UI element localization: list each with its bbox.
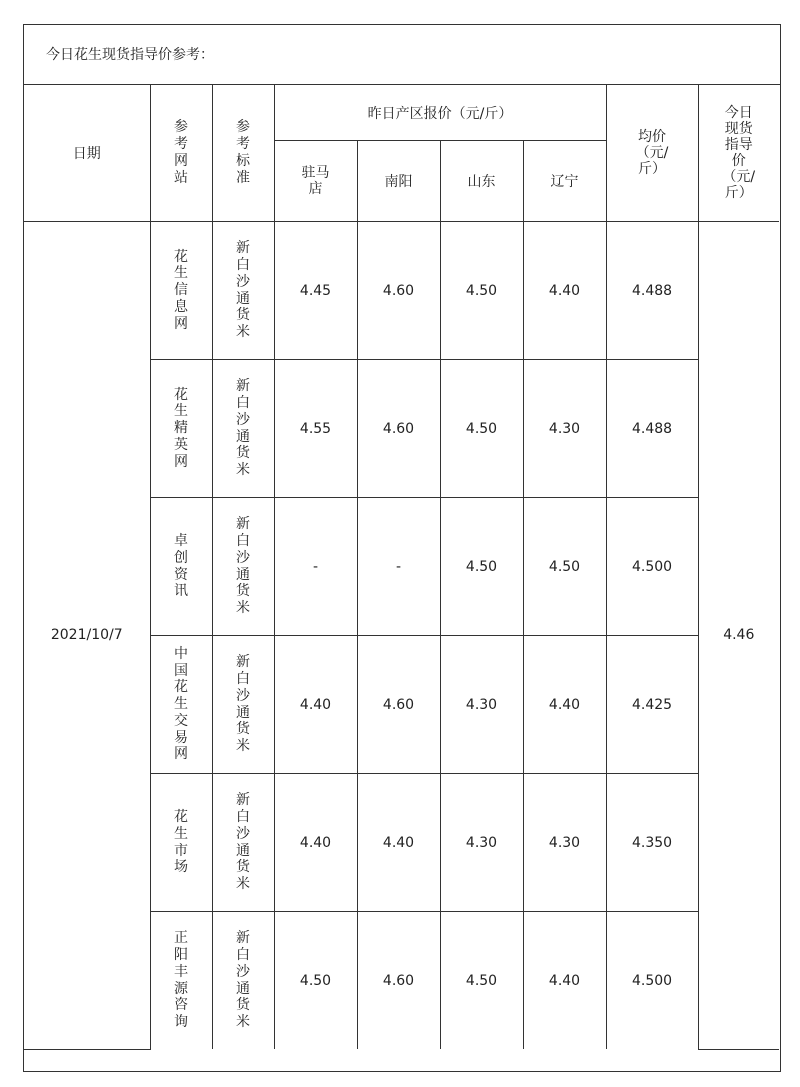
site-cell: 花生精英网: [150, 360, 212, 498]
avg-cell: 4.500: [606, 912, 698, 1050]
page-title: 今日花生现货指导价参考：: [24, 25, 780, 85]
standard-cell: 新白沙通货米: [212, 360, 274, 498]
guide-price-cell: 4.46: [698, 222, 779, 1050]
standard-cell: 新白沙通货米: [212, 636, 274, 774]
site-cell: 花生信息网: [150, 222, 212, 360]
site-cell: 卓创资讯: [150, 498, 212, 636]
header-region: 南阳: [357, 141, 440, 222]
price-cell: 4.40: [523, 912, 606, 1050]
price-cell: 4.60: [357, 222, 440, 360]
price-cell: 4.40: [523, 636, 606, 774]
price-cell: 4.40: [274, 636, 357, 774]
header-yesterday-price: 昨日产区报价（元/斤）: [274, 85, 606, 141]
header-date: 日期: [24, 85, 150, 222]
price-cell: 4.50: [523, 498, 606, 636]
header-site: 参考网站: [150, 85, 212, 222]
site-cell: 中国花生交易网: [150, 636, 212, 774]
price-cell: 4.50: [440, 360, 523, 498]
price-cell: 4.60: [357, 912, 440, 1050]
price-table: [24, 85, 779, 1050]
header-region: 山东: [440, 141, 523, 222]
header-guide: 今日现货指导价（元/斤）: [698, 85, 779, 222]
standard-cell: 新白沙通货米: [212, 222, 274, 360]
price-cell: 4.50: [274, 912, 357, 1050]
price-cell: 4.60: [357, 360, 440, 498]
price-cell: 4.30: [440, 636, 523, 774]
avg-cell: 4.488: [606, 360, 698, 498]
price-cell: 4.50: [440, 222, 523, 360]
price-cell: 4.40: [357, 774, 440, 912]
header-region: 辽宁: [523, 141, 606, 222]
site-cell: 花生市场: [150, 774, 212, 912]
standard-cell: 新白沙通货米: [212, 912, 274, 1050]
avg-cell: 4.425: [606, 636, 698, 774]
price-cell: 4.45: [274, 222, 357, 360]
price-cell: -: [274, 498, 357, 636]
price-cell: 4.55: [274, 360, 357, 498]
header-avg: 均价（元/斤）: [606, 85, 698, 222]
price-cell: 4.40: [274, 774, 357, 912]
date-cell: 2021/10/7: [24, 222, 150, 1050]
standard-cell: 新白沙通货米: [212, 498, 274, 636]
price-cell: 4.30: [523, 774, 606, 912]
price-cell: 4.60: [357, 636, 440, 774]
header-region: 驻马店: [274, 141, 357, 222]
site-cell: 正阳丰源咨询: [150, 912, 212, 1050]
price-cell: 4.30: [440, 774, 523, 912]
avg-cell: 4.500: [606, 498, 698, 636]
price-cell: 4.50: [440, 912, 523, 1050]
avg-cell: 4.350: [606, 774, 698, 912]
avg-cell: 4.488: [606, 222, 698, 360]
price-sheet: [23, 24, 781, 1072]
price-cell: 4.30: [523, 360, 606, 498]
standard-cell: 新白沙通货米: [212, 774, 274, 912]
header-standard: 参考标准: [212, 85, 274, 222]
price-cell: 4.50: [440, 498, 523, 636]
price-cell: -: [357, 498, 440, 636]
price-cell: 4.40: [523, 222, 606, 360]
table-row: [24, 222, 779, 360]
